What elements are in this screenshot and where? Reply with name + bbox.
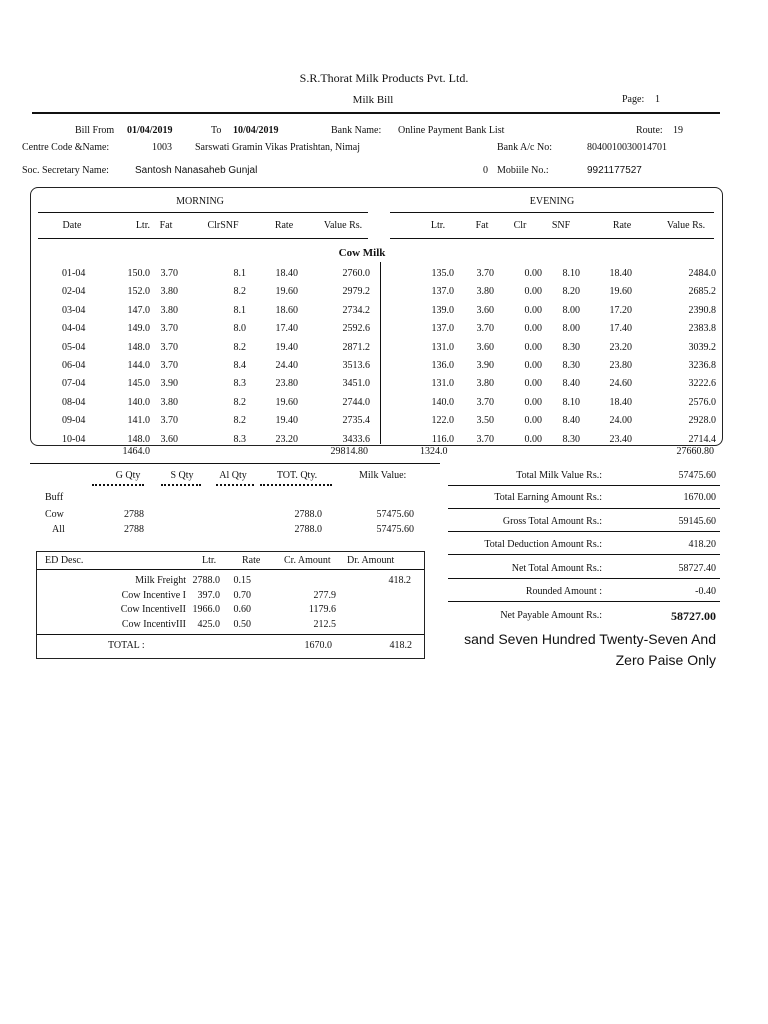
morning-cell: 147.0 bbox=[127, 304, 150, 316]
ed-row-debit: 418.2 bbox=[388, 575, 411, 586]
company-name: S.R.Thorat Milk Products Pvt. Ltd. bbox=[299, 71, 469, 85]
morning-col-header: Value Rs. bbox=[323, 220, 363, 231]
evening-cell: 0.00 bbox=[524, 268, 542, 279]
morning-cell: 3433.6 bbox=[342, 433, 370, 445]
evening-cell: 17.20 bbox=[609, 304, 632, 316]
ed-row-rate: 0.70 bbox=[233, 589, 251, 601]
summary-value: 58727.00 bbox=[671, 609, 716, 623]
evening-cell: 3.70 bbox=[476, 323, 494, 335]
morning-cell: 148.0 bbox=[127, 433, 150, 445]
evening-cell: 24.00 bbox=[609, 415, 632, 427]
document-title: Milk Bill bbox=[352, 94, 394, 106]
evening-cell: 3.50 bbox=[476, 415, 494, 427]
morning-heading-rule bbox=[38, 212, 368, 213]
centre-name: Sarswati Gramin Vikas Pratishtan, Nimaj bbox=[195, 142, 361, 153]
row-date: 07-04 bbox=[62, 378, 86, 390]
evening-cell: 3.90 bbox=[476, 360, 494, 371]
summary-label: Net Payable Amount Rs.: bbox=[500, 610, 602, 621]
ed-total-credit: 1670.0 bbox=[304, 640, 332, 651]
summary-label: Total Deduction Amount Rs.: bbox=[484, 539, 602, 550]
morning-col-header: Date bbox=[62, 220, 82, 231]
summary-rule bbox=[448, 485, 720, 486]
evening-cell: 135.0 bbox=[431, 268, 454, 279]
morning-cell: 3.90 bbox=[160, 378, 178, 390]
summary-label: Gross Total Amount Rs.: bbox=[502, 516, 602, 527]
morning-cell: 18.40 bbox=[275, 268, 298, 279]
morning-col-header: ClrSNF bbox=[207, 220, 239, 231]
evening-total-litres: 1324.0 bbox=[420, 446, 448, 457]
evening-cell: 3039.2 bbox=[688, 341, 716, 353]
qty-row-label: Cow bbox=[45, 509, 64, 520]
evening-col-header: Rate bbox=[612, 220, 632, 231]
morning-cell: 152.0 bbox=[127, 286, 150, 298]
bank-name-label: Bank Name: bbox=[331, 125, 382, 136]
morning-cell: 3.70 bbox=[160, 268, 178, 279]
ed-row-desc: Cow IncentivIII bbox=[121, 618, 186, 630]
morning-cell: 8.2 bbox=[233, 396, 246, 408]
secretary-name: Santosh Nanasaheb Gunjal bbox=[135, 165, 258, 176]
morning-cell: 19.40 bbox=[275, 415, 298, 427]
morning-cell: 3.80 bbox=[160, 396, 178, 408]
ed-row-desc: Cow Incentive I bbox=[121, 589, 186, 601]
evening-cell: 3.70 bbox=[476, 268, 494, 279]
row-date: 01-04 bbox=[62, 268, 86, 279]
ed-row-desc: Milk Freight bbox=[135, 575, 186, 586]
morning-cell: 3.60 bbox=[160, 433, 178, 445]
bank-name: Online Payment Bank List bbox=[398, 125, 505, 136]
morning-cell: 150.0 bbox=[127, 268, 150, 279]
evening-cell: 0.00 bbox=[524, 378, 542, 390]
morning-cell: 18.60 bbox=[275, 304, 298, 316]
morning-cell: 8.2 bbox=[233, 415, 246, 427]
mobile-label: Mobiile No.: bbox=[497, 165, 549, 176]
evening-cell: 2685.2 bbox=[688, 286, 716, 298]
evening-cell: 8.30 bbox=[562, 341, 580, 353]
morning-cell: 145.0 bbox=[127, 378, 150, 390]
evening-heading: EVENING bbox=[529, 196, 575, 207]
bill-from-label: Bill From bbox=[75, 125, 115, 136]
morning-cell: 148.0 bbox=[127, 341, 150, 353]
evening-cell: 0.00 bbox=[524, 415, 542, 427]
summary-label: Net Total Amount Rs.: bbox=[511, 563, 602, 574]
evening-cell: 8.30 bbox=[562, 433, 580, 445]
evening-col-header: Ltr. bbox=[430, 220, 446, 231]
morning-cell: 17.40 bbox=[275, 323, 298, 335]
morning-heading: MORNING bbox=[176, 196, 224, 207]
evening-cell: 8.00 bbox=[562, 304, 580, 316]
morning-cell: 3.70 bbox=[160, 341, 178, 353]
evening-cell: 136.0 bbox=[431, 360, 454, 371]
totals-rule bbox=[30, 463, 440, 464]
evening-cell: 8.30 bbox=[562, 360, 580, 371]
morning-total-value: 29814.80 bbox=[330, 446, 368, 457]
morning-cell: 2744.0 bbox=[342, 396, 370, 408]
bill-from-date: 01/04/2019 bbox=[127, 125, 173, 136]
evening-cell: 3.70 bbox=[476, 433, 494, 445]
ed-total-debit: 418.2 bbox=[389, 640, 412, 651]
row-date: 05-04 bbox=[62, 341, 86, 353]
route-label: Route: bbox=[636, 125, 663, 136]
morning-cell: 19.60 bbox=[275, 396, 298, 408]
morning-columns-rule bbox=[38, 238, 368, 239]
qty-row-g: 2788 bbox=[124, 509, 144, 520]
summary-label: Rounded Amount : bbox=[525, 586, 602, 597]
evening-cell: 122.0 bbox=[431, 415, 454, 427]
ed-ltr-header: Ltr. bbox=[202, 555, 217, 566]
tot-qty-header: TOT. Qty. bbox=[276, 470, 318, 481]
al-qty-dots bbox=[216, 484, 254, 486]
ed-total-label: TOTAL : bbox=[108, 640, 145, 651]
evening-cell: 137.0 bbox=[431, 323, 454, 335]
bank-account-number: 8040010030014701 bbox=[587, 142, 667, 153]
ed-row-ltr: 425.0 bbox=[197, 618, 220, 630]
evening-cell: 8.10 bbox=[562, 396, 580, 408]
morning-cell: 19.60 bbox=[275, 286, 298, 298]
evening-cell: 0.00 bbox=[524, 341, 542, 353]
milk-value-header: Milk Value: bbox=[359, 470, 407, 481]
evening-cell: 0.00 bbox=[524, 396, 542, 408]
ed-row-credit: 212.5 bbox=[313, 618, 336, 630]
evening-cell: 3236.8 bbox=[688, 360, 716, 371]
row-date: 02-04 bbox=[62, 286, 86, 298]
summary-value: 59145.60 bbox=[678, 516, 716, 527]
evening-cell: 131.0 bbox=[431, 341, 454, 353]
summary-label: Total Milk Value Rs.: bbox=[516, 470, 602, 481]
ed-desc-header: ED Desc. bbox=[45, 555, 84, 566]
evening-cell: 139.0 bbox=[431, 304, 454, 316]
evening-cell: 2390.8 bbox=[688, 304, 716, 316]
qty-row-tot: 2788.0 bbox=[294, 509, 322, 520]
row-date: 10-04 bbox=[62, 433, 86, 445]
ed-row-desc: Cow IncentiveII bbox=[120, 604, 186, 615]
evening-cell: 23.80 bbox=[609, 360, 632, 371]
morning-col-header: Ltr. bbox=[135, 220, 150, 231]
qty-row-label: Buff bbox=[45, 492, 64, 503]
evening-cell: 2383.8 bbox=[688, 323, 716, 335]
summary-value: 418.20 bbox=[688, 539, 716, 550]
morning-cell: 3.80 bbox=[160, 304, 178, 316]
header-rule bbox=[32, 112, 720, 114]
shift-separator bbox=[380, 262, 381, 444]
ed-row-rate: 0.15 bbox=[233, 575, 251, 586]
ed-rate-header: Rate bbox=[242, 555, 261, 566]
page-number: 1 bbox=[655, 94, 660, 105]
s-qty-dots bbox=[161, 484, 201, 486]
morning-col-header: Fat bbox=[159, 220, 173, 231]
evening-cell: 0.00 bbox=[524, 323, 542, 335]
evening-col-header: SNF bbox=[551, 220, 571, 231]
morning-cell: 23.20 bbox=[275, 433, 298, 445]
evening-cell: 8.40 bbox=[562, 378, 580, 390]
evening-cell: 8.40 bbox=[562, 415, 580, 427]
evening-cell: 0.00 bbox=[524, 304, 542, 316]
al-qty-header: Al Qty bbox=[219, 470, 247, 481]
morning-cell: 8.2 bbox=[233, 286, 246, 298]
ed-row-credit: 1179.6 bbox=[308, 604, 336, 615]
ed-row-ltr: 2788.0 bbox=[192, 575, 220, 586]
evening-cell: 23.40 bbox=[609, 433, 632, 445]
row-date: 03-04 bbox=[62, 304, 86, 316]
evening-cell: 18.40 bbox=[609, 396, 632, 408]
morning-cell: 8.2 bbox=[233, 341, 246, 353]
summary-label: Total Earning Amount Rs.: bbox=[494, 492, 602, 503]
morning-cell: 24.40 bbox=[275, 360, 298, 371]
evening-col-header: Value Rs. bbox=[666, 220, 706, 231]
summary-rule bbox=[448, 531, 720, 532]
summary-rule bbox=[448, 578, 720, 579]
evening-cell: 2928.0 bbox=[688, 415, 716, 427]
row-date: 04-04 bbox=[62, 323, 86, 335]
ed-row-ltr: 1966.0 bbox=[192, 604, 220, 615]
ed-total-rule bbox=[37, 634, 424, 635]
secretary-label: Soc. Secretary Name: bbox=[22, 165, 109, 176]
evening-cell: 8.20 bbox=[562, 286, 580, 298]
evening-cell: 8.10 bbox=[562, 268, 580, 279]
ed-dr-header: Dr. Amount bbox=[347, 555, 395, 566]
evening-cell: 3.60 bbox=[476, 341, 494, 353]
evening-cell: 0.00 bbox=[524, 433, 542, 445]
summary-rule bbox=[448, 554, 720, 555]
bill-to-date: 10/04/2019 bbox=[233, 125, 279, 136]
qty-row-label: All bbox=[52, 524, 65, 535]
bill-to-label: To bbox=[211, 125, 222, 136]
ed-cr-header: Cr. Amount bbox=[284, 555, 331, 566]
morning-col-header: Rate bbox=[274, 220, 294, 231]
evening-cell: 3.70 bbox=[476, 396, 494, 408]
ed-header-rule bbox=[37, 569, 424, 570]
morning-cell: 2760.0 bbox=[342, 268, 370, 279]
product-heading: Cow Milk bbox=[338, 247, 386, 259]
summary-value: 1670.00 bbox=[683, 492, 716, 503]
evening-cell: 2714.4 bbox=[688, 433, 716, 445]
qty-row-tot: 2788.0 bbox=[294, 524, 322, 535]
evening-cell: 116.0 bbox=[431, 433, 454, 445]
morning-cell: 8.1 bbox=[233, 268, 246, 279]
evening-cell: 3.80 bbox=[476, 286, 494, 298]
s-qty-header: S Qty bbox=[170, 470, 194, 481]
evening-col-header: Clr bbox=[513, 220, 527, 231]
morning-cell: 149.0 bbox=[127, 323, 150, 335]
evening-cell: 140.0 bbox=[431, 396, 454, 408]
evening-cell: 23.20 bbox=[609, 341, 632, 353]
amount-in-words-line2: Zero Paise Only bbox=[615, 652, 716, 668]
amount-in-words-line1: sand Seven Hundred Twenty-Seven And bbox=[464, 631, 716, 647]
evening-cell: 0.00 bbox=[524, 286, 542, 298]
morning-cell: 3.70 bbox=[160, 360, 178, 371]
summary-rule bbox=[448, 508, 720, 509]
evening-cell: 2576.0 bbox=[688, 396, 716, 408]
summary-value: 57475.60 bbox=[678, 470, 716, 481]
row-date: 09-04 bbox=[62, 415, 86, 427]
evening-cell: 18.40 bbox=[609, 268, 632, 279]
morning-cell: 8.3 bbox=[233, 378, 246, 390]
evening-total-value: 27660.80 bbox=[676, 446, 714, 457]
morning-cell: 8.4 bbox=[233, 360, 246, 371]
morning-cell: 140.0 bbox=[127, 396, 150, 408]
evening-cell: 19.60 bbox=[609, 286, 632, 298]
morning-cell: 2979.2 bbox=[342, 286, 370, 298]
qty-row-value: 57475.60 bbox=[376, 524, 414, 535]
qty-row-g: 2788 bbox=[124, 524, 144, 535]
evening-cell: 3222.6 bbox=[688, 378, 716, 390]
morning-cell: 8.1 bbox=[233, 304, 246, 316]
morning-cell: 144.0 bbox=[127, 360, 150, 371]
route-number: 19 bbox=[673, 125, 683, 136]
bank-account-label: Bank A/c No: bbox=[497, 142, 552, 153]
morning-cell: 2734.2 bbox=[342, 304, 370, 316]
evening-columns-rule bbox=[390, 238, 714, 239]
qty-row-value: 57475.60 bbox=[376, 509, 414, 520]
g-qty-header: G Qty bbox=[115, 470, 141, 481]
morning-cell: 19.40 bbox=[275, 341, 298, 353]
centre-label: Centre Code &Name: bbox=[22, 142, 110, 153]
summary-rule bbox=[448, 601, 720, 602]
page-label: Page: bbox=[622, 94, 645, 105]
morning-cell: 141.0 bbox=[127, 415, 150, 427]
row-date: 06-04 bbox=[62, 360, 86, 371]
morning-cell: 3.80 bbox=[160, 286, 178, 298]
row-date: 08-04 bbox=[62, 396, 86, 408]
morning-cell: 3451.0 bbox=[342, 378, 370, 390]
ed-row-ltr: 397.0 bbox=[197, 589, 220, 601]
g-qty-dots bbox=[92, 484, 144, 486]
evening-cell: 131.0 bbox=[431, 378, 454, 390]
zero-value: 0 bbox=[483, 165, 488, 176]
morning-cell: 3.70 bbox=[160, 415, 178, 427]
morning-cell: 3513.6 bbox=[342, 360, 370, 371]
ed-row-rate: 0.60 bbox=[233, 604, 251, 615]
summary-value: -0.40 bbox=[695, 586, 716, 597]
morning-cell: 2735.4 bbox=[342, 415, 370, 427]
evening-heading-rule bbox=[390, 212, 714, 213]
evening-cell: 24.60 bbox=[609, 378, 632, 390]
ed-row-credit: 277.9 bbox=[313, 589, 336, 601]
evening-cell: 0.00 bbox=[524, 360, 542, 371]
evening-cell: 3.80 bbox=[476, 378, 494, 390]
morning-cell: 8.0 bbox=[233, 323, 246, 335]
summary-value: 58727.40 bbox=[678, 563, 716, 574]
mobile-number: 9921177527 bbox=[587, 165, 642, 176]
morning-cell: 23.80 bbox=[275, 378, 298, 390]
morning-cell: 8.3 bbox=[233, 433, 246, 445]
centre-code: 1003 bbox=[152, 142, 172, 153]
evening-cell: 17.40 bbox=[609, 323, 632, 335]
evening-cell: 3.60 bbox=[476, 304, 494, 316]
ed-row-rate: 0.50 bbox=[233, 618, 251, 630]
morning-total-litres: 1464.0 bbox=[122, 446, 150, 457]
evening-col-header: Fat bbox=[475, 220, 489, 231]
morning-cell: 2871.2 bbox=[342, 341, 370, 353]
tot-qty-dots bbox=[260, 484, 332, 486]
morning-cell: 3.70 bbox=[160, 323, 178, 335]
morning-cell: 2592.6 bbox=[342, 323, 370, 335]
evening-cell: 137.0 bbox=[431, 286, 454, 298]
evening-cell: 8.00 bbox=[562, 323, 580, 335]
evening-cell: 2484.0 bbox=[688, 268, 716, 279]
